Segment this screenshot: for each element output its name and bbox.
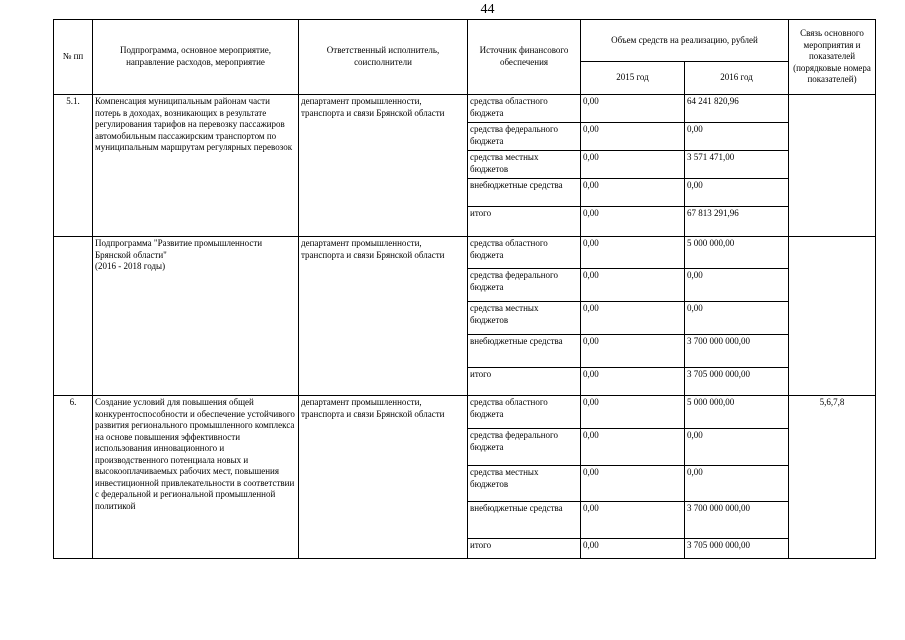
header-volume: Объем средств на реализацию, рублей — [581, 20, 789, 62]
executor-name: департамент промышленности, транспорта и связи Брянской области — [299, 237, 468, 396]
funding-source: средства областного бюджета — [468, 396, 581, 429]
funding-source: средства областного бюджета — [468, 237, 581, 269]
amount-2015: 0,00 — [581, 302, 685, 335]
amount-2016: 0,00 — [685, 123, 789, 151]
row-number: 5.1. — [54, 95, 93, 237]
indicator-relation — [789, 95, 876, 237]
table-row — [54, 95, 876, 123]
executor-name: департамент промышленности, транспорта и связи Брянской области — [299, 396, 468, 559]
amount-2016: 0,00 — [685, 179, 789, 207]
header-relation: Связь основного мероприятия и показателей (порядковые номера показателей) — [789, 20, 876, 95]
amount-2016: 67 813 291,96 — [685, 207, 789, 237]
funding-source: итого — [468, 539, 581, 559]
funding-source: средства местных бюджетов — [468, 466, 581, 502]
page-number: 44 — [480, 2, 495, 17]
amount-2016: 5 000 000,00 — [685, 396, 789, 429]
program-name: Создание условий для повышения общей конкурентоспособности и обеспечение устойчивого развития регионального промышленного комплекса на основе повышения эффективности использования инновационного и производственного потенциала новых и высокооплачиваемых рабочих мест, повышения инвестиционной привлекательности в соответствии с федеральной и региональной промышленной политикой — [93, 396, 299, 559]
table-row — [54, 396, 876, 429]
amount-2015: 0,00 — [581, 502, 685, 539]
amount-2016: 64 241 820,96 — [685, 95, 789, 123]
amount-2015: 0,00 — [581, 429, 685, 466]
funding-source: средства федерального бюджета — [468, 429, 581, 466]
amount-2015: 0,00 — [581, 539, 685, 559]
amount-2015: 0,00 — [581, 237, 685, 269]
amount-2016: 0,00 — [685, 429, 789, 466]
amount-2015: 0,00 — [581, 123, 685, 151]
row-number — [54, 237, 93, 396]
amount-2015: 0,00 — [581, 179, 685, 207]
header-executor: Ответственный исполнитель, соисполнители — [299, 20, 468, 95]
amount-2015: 0,00 — [581, 95, 685, 123]
amount-2016: 3 571 471,00 — [685, 151, 789, 179]
header-year-2015: 2015 год — [581, 62, 685, 95]
amount-2016: 5 000 000,00 — [685, 237, 789, 269]
header-source: Источник финансового обеспечения — [468, 20, 581, 95]
amount-2015: 0,00 — [581, 269, 685, 302]
amount-2015: 0,00 — [581, 151, 685, 179]
funding-source: средства областного бюджета — [468, 95, 581, 123]
amount-2015: 0,00 — [581, 368, 685, 396]
program-name: Компенсация муниципальным районам части потерь в доходах, возникающих в результате регулирования тарифов на перевозку пассажиров автомобильным пассажирским транспортом по муниципальным маршрутам регулярных перевозок — [93, 95, 299, 237]
funding-source: внебюджетные средства — [468, 502, 581, 539]
amount-2015: 0,00 — [581, 335, 685, 368]
amount-2016: 0,00 — [685, 269, 789, 302]
amount-2016: 3 705 000 000,00 — [685, 539, 789, 559]
funding-source: внебюджетные средства — [468, 335, 581, 368]
financing-table — [53, 19, 876, 559]
amount-2016: 0,00 — [685, 302, 789, 335]
funding-source: внебюджетные средства — [468, 179, 581, 207]
funding-source: итого — [468, 368, 581, 396]
indicator-relation — [789, 237, 876, 396]
funding-source: средства местных бюджетов — [468, 302, 581, 335]
header-program: Подпрограмма, основное мероприятие, направление расходов, мероприятие — [93, 20, 299, 95]
funding-source: средства федерального бюджета — [468, 123, 581, 151]
header-year-2016: 2016 год — [685, 62, 789, 95]
amount-2016: 0,00 — [685, 466, 789, 502]
executor-name: департамент промышленности, транспорта и связи Брянской области — [299, 95, 468, 237]
amount-2016: 3 700 000 000,00 — [685, 335, 789, 368]
amount-2015: 0,00 — [581, 207, 685, 237]
amount-2016: 3 705 000 000,00 — [685, 368, 789, 396]
funding-source: средства федерального бюджета — [468, 269, 581, 302]
row-number: 6. — [54, 396, 93, 559]
funding-source: итого — [468, 207, 581, 237]
funding-source: средства местных бюджетов — [468, 151, 581, 179]
table-row — [54, 237, 876, 269]
header-num: № пп — [54, 20, 93, 95]
amount-2016: 3 700 000 000,00 — [685, 502, 789, 539]
amount-2015: 0,00 — [581, 396, 685, 429]
amount-2015: 0,00 — [581, 466, 685, 502]
program-name: Подпрограмма "Развитие промышленности Брянской области" (2016 - 2018 годы) — [93, 237, 299, 396]
indicator-relation: 5,6,7,8 — [789, 396, 876, 559]
